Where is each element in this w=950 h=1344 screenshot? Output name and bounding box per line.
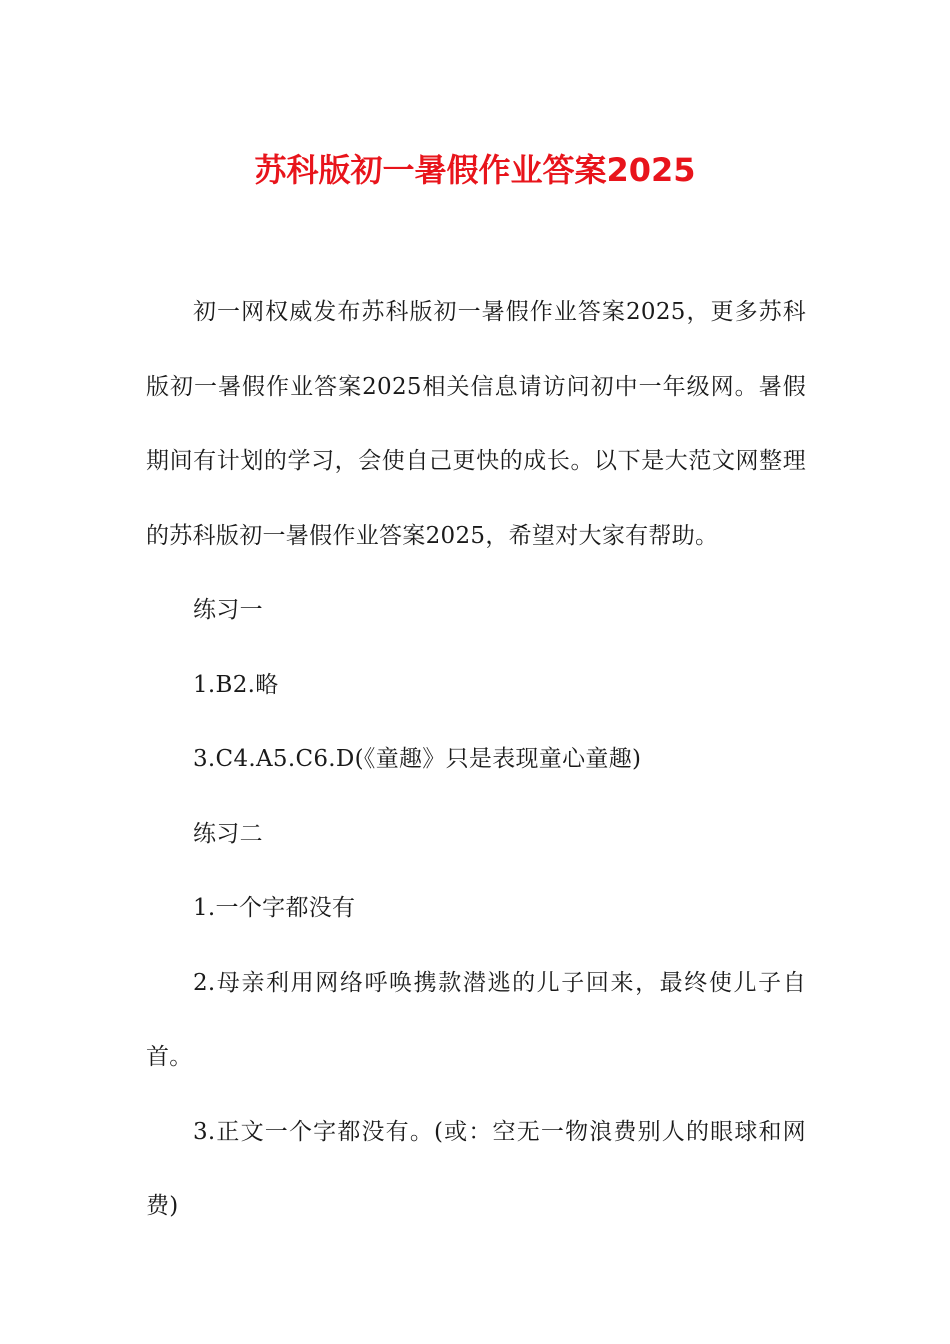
answer-line: 3.正文一个字都没有。(或：空无一物浪费别人的眼球和网费) [146, 1118, 806, 1219]
answer-line: 1.一个字都没有 [193, 895, 356, 921]
answer-line: 2.母亲利用网络呼唤携款潜逃的儿子回来，最终使儿子自首。 [146, 969, 806, 1070]
document-title: 苏科版初一暑假作业答案2025 [254, 151, 696, 189]
document-body [146, 275, 806, 1244]
answer-line: 3.C4.A5.C6.D(《童趣》只是表现童心童趣) [193, 746, 642, 772]
intro-paragraph: 初一网权威发布苏科版初一暑假作业答案2025，更多苏科版初一暑假作业答案2025相关信息请访问初中一年级网。暑假期间有计划的学习，会使自己更快的成长。以下是大范文网整理的苏科版初一暑假作业答案2025，希望对大家有帮助。 [146, 299, 806, 549]
answer-line: 1.B2.略 [193, 671, 279, 698]
section-heading-exercise-1: 练习一 [193, 597, 263, 623]
section-heading-exercise-2: 练习二 [193, 820, 263, 847]
